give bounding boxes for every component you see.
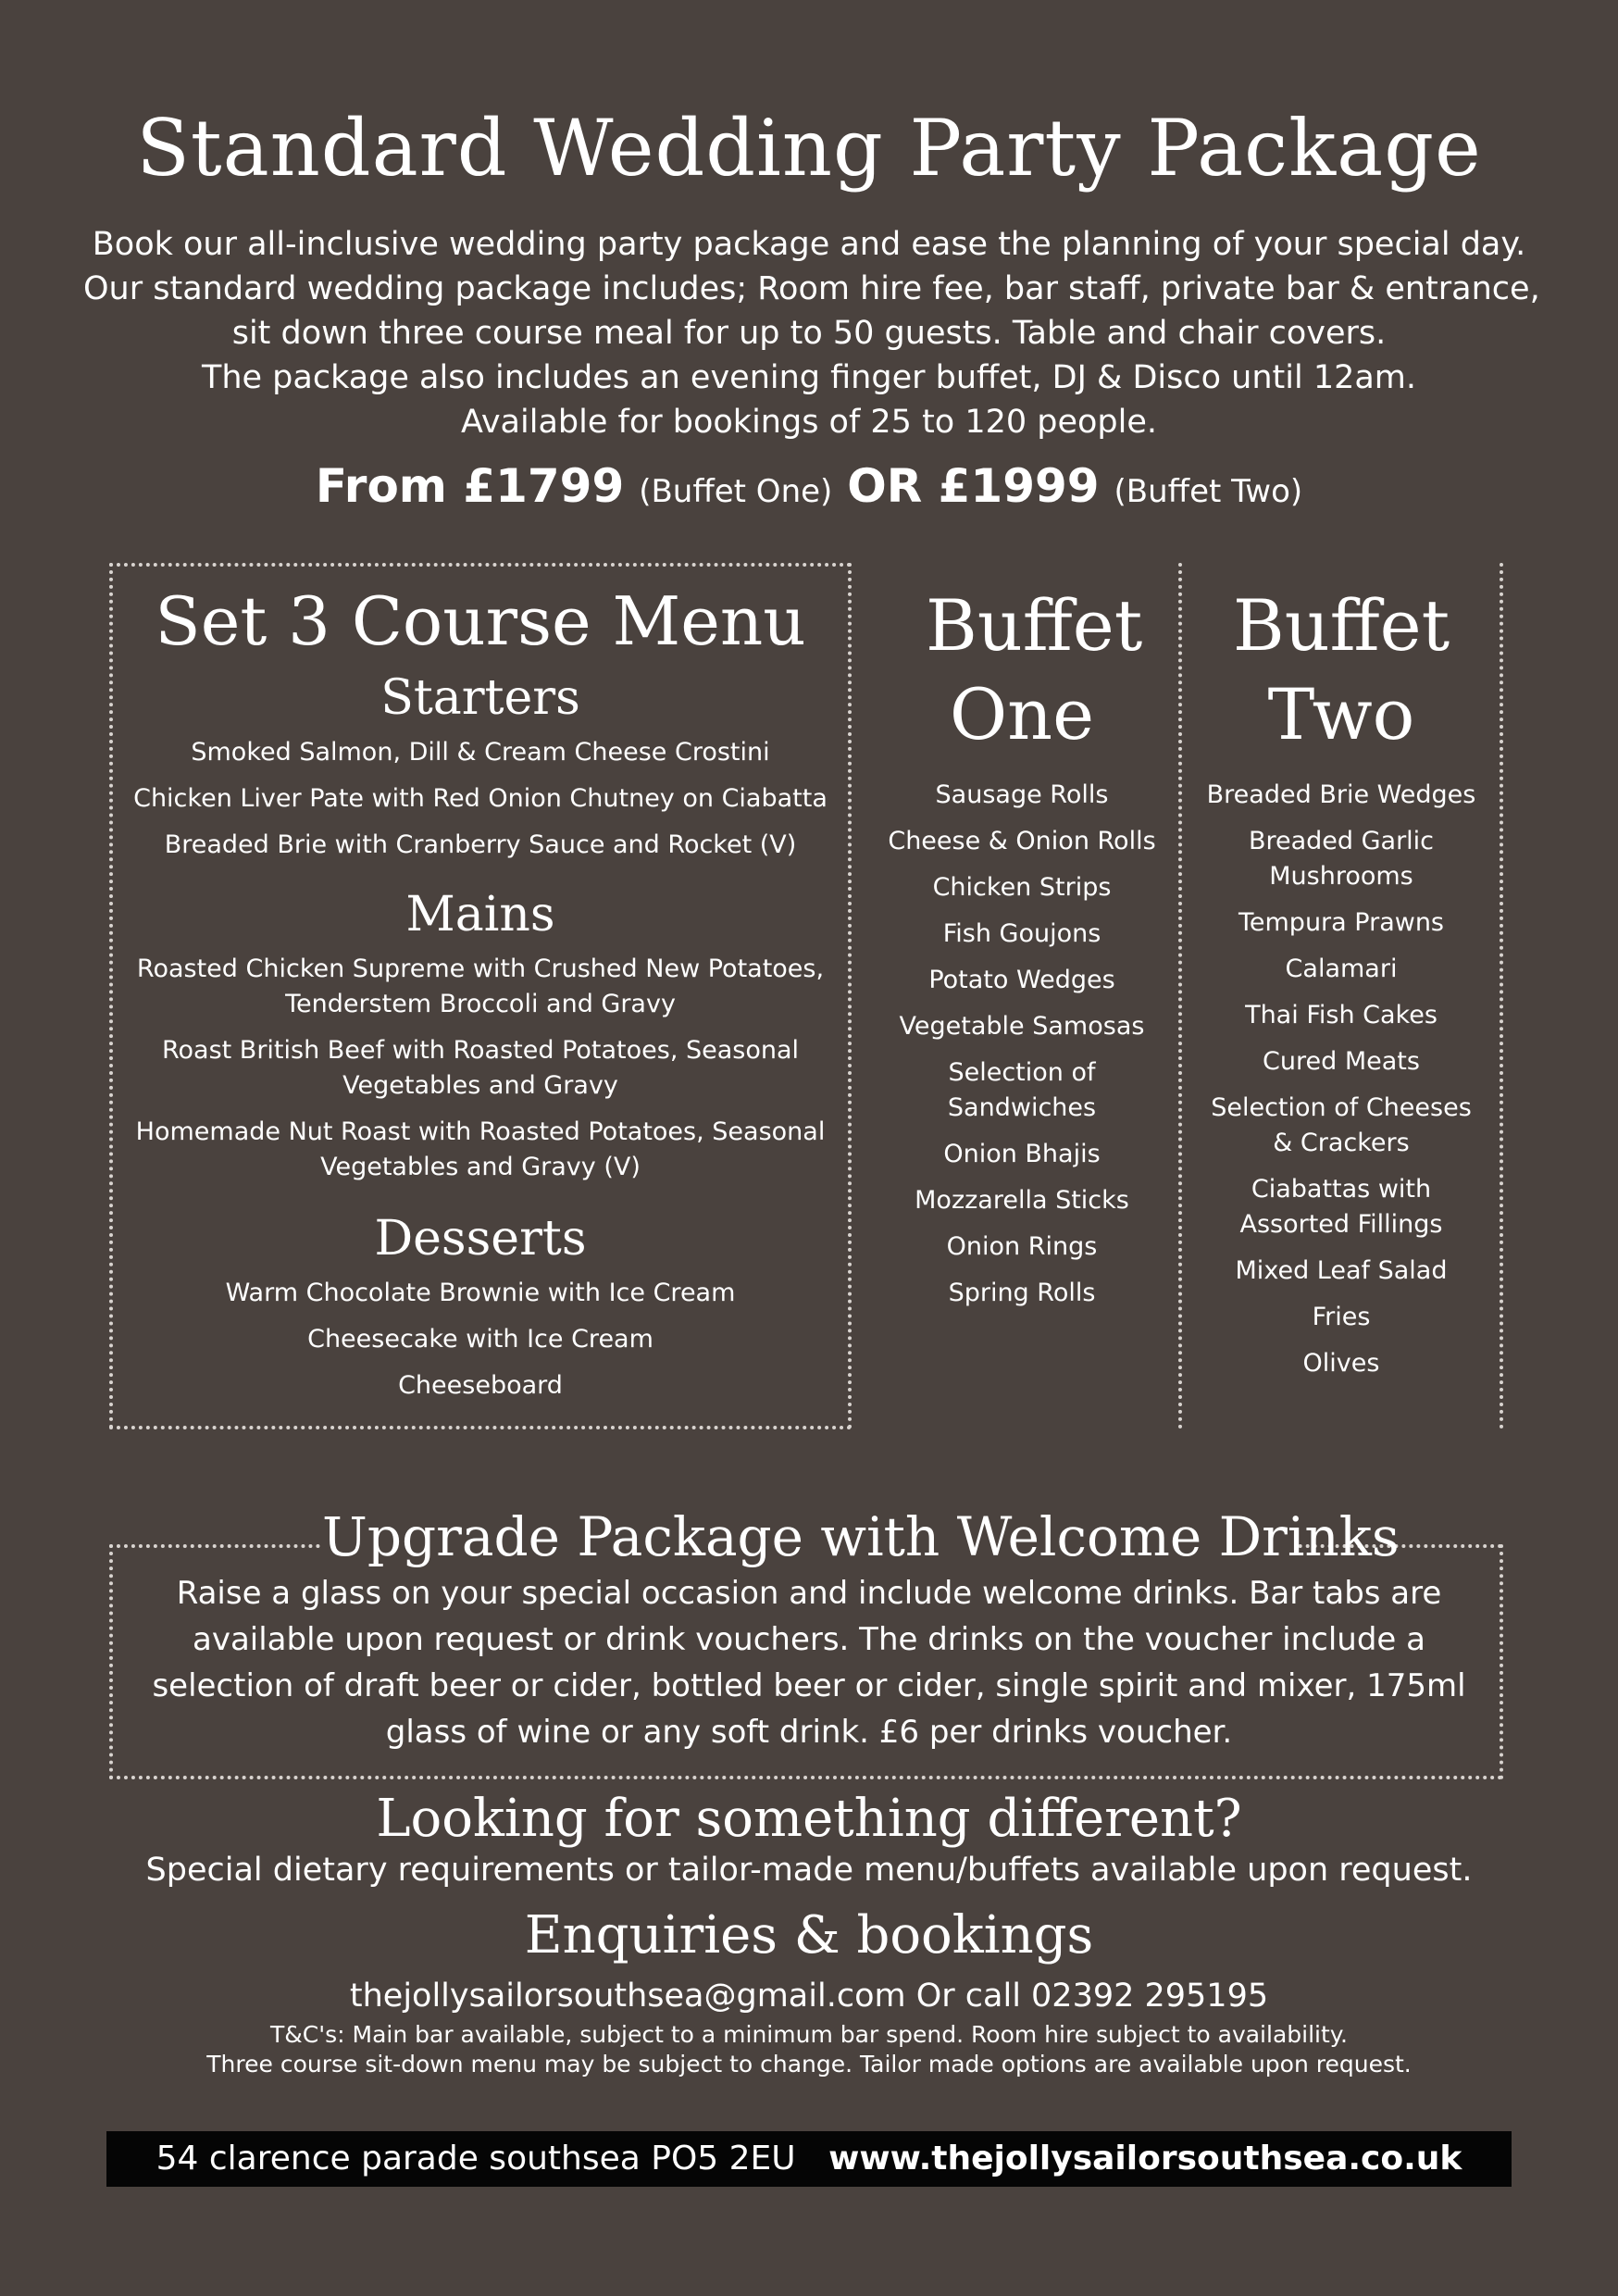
buffet-item: Thai Fish Cakes bbox=[1245, 1001, 1438, 1029]
starters-list bbox=[113, 735, 848, 874]
menu-item: Homemade Nut Roast with Roasted Potatoes, Seasonal Vegetables and Gravy (V) bbox=[135, 1117, 826, 1181]
starters-heading: Starters bbox=[380, 670, 580, 726]
buffet-two-column bbox=[1181, 563, 1501, 1429]
buffet-item: Tempura Prawns bbox=[1238, 908, 1444, 937]
tcs-line: Three course sit-down menu may be subject to change. Tailor made options are available upon request. bbox=[206, 2051, 1412, 2078]
buffet-item: Cured Meats bbox=[1263, 1047, 1420, 1076]
upgrade-title: Upgrade Package with Welcome Drinks bbox=[322, 1505, 1400, 1568]
buffet-item: Mixed Leaf Salad bbox=[1235, 1256, 1448, 1285]
upgrade-text: Raise a glass on your special occasion and include welcome drinks. Bar tabs are available upon request or drink vouchers. The drinks on the voucher include a selection of draft beer or cider, bottled beer or cider, single spirit and mixer, 175ml glass of wine or any soft drink. £6 per drinks voucher. bbox=[152, 1575, 1466, 1751]
tcs-line: T&C's: Main bar available, subject to a minimum bar spend. Room hire subject to availability. bbox=[270, 2021, 1348, 2048]
buffet-item: Vegetable Samosas bbox=[899, 1012, 1145, 1041]
buffet-item: Selection of Cheeses & Crackers bbox=[1211, 1093, 1472, 1157]
enquiries-title: Enquiries & bookings bbox=[524, 1905, 1094, 1965]
buffet-one-list bbox=[870, 778, 1174, 1322]
buffet-one-title-line: Buffet bbox=[926, 584, 1143, 667]
desserts-list bbox=[113, 1276, 848, 1415]
menu-item: Roasted Chicken Supreme with Crushed New Potatoes, Tenderstem Broccoli and Gravy bbox=[136, 955, 825, 1018]
buffet-two-title-line: Buffet bbox=[1232, 584, 1450, 667]
buffet-item: Onion Bhajis bbox=[943, 1140, 1101, 1168]
price-note-buffet-one: (Buffet One) bbox=[639, 473, 833, 510]
buffet-item: Breaded Garlic Mushrooms bbox=[1248, 827, 1435, 891]
menu-item: Warm Chocolate Brownie with Ice Cream bbox=[225, 1279, 736, 1307]
menu-item: Chicken Liver Pate with Red Onion Chutney on Ciabatta bbox=[133, 784, 828, 813]
price-line bbox=[0, 454, 1618, 524]
buffet-item: Calamari bbox=[1285, 955, 1398, 983]
menu-item: Cheesecake with Ice Cream bbox=[307, 1325, 653, 1354]
buffet-item: Selection of Sandwiches bbox=[947, 1058, 1097, 1122]
set-menu-title: Set 3 Course Menu bbox=[155, 582, 806, 660]
buffet-item: Potato Wedges bbox=[928, 966, 1115, 994]
buffet-item: Chicken Strips bbox=[932, 873, 1112, 902]
buffet-item: Breaded Brie Wedges bbox=[1206, 780, 1476, 809]
intro-line: The package also includes an evening finger buffet, DJ & Disco until 12am. bbox=[201, 359, 1417, 396]
buffet-item: Onion Rings bbox=[946, 1232, 1098, 1261]
intro-line: Available for bookings of 25 to 120 people. bbox=[460, 404, 1158, 441]
desserts-heading: Desserts bbox=[374, 1211, 587, 1267]
buffet-two-title bbox=[1181, 581, 1501, 759]
buffet-item: Spring Rolls bbox=[948, 1279, 1096, 1307]
buffet-item: Fish Goujons bbox=[942, 919, 1101, 948]
buffet-item: Fries bbox=[1312, 1303, 1371, 1331]
different-text: Special dietary requirements or tailor-made menu/buffets available upon request. bbox=[145, 1852, 1473, 1889]
buffet-one-title bbox=[926, 581, 1143, 759]
buffet-item: Sausage Rolls bbox=[935, 780, 1109, 809]
contact-line[interactable]: thejollysailorsouthsea@gmail.com Or call 02392 295195 bbox=[349, 1978, 1269, 2015]
different-title: Looking for something different? bbox=[376, 1789, 1242, 1849]
page-title: Standard Wedding Party Package bbox=[136, 103, 1482, 193]
menu-item: Breaded Brie with Cranberry Sauce and Rocket (V) bbox=[164, 830, 797, 859]
intro-line: sit down three course meal for up to 50 guests. Table and chair covers. bbox=[231, 315, 1387, 352]
price-or: OR £1999 bbox=[847, 459, 1100, 513]
footer-website-link[interactable]: www.thejollysailorsouthsea.co.uk bbox=[828, 2140, 1462, 2177]
buffet-one-column bbox=[888, 563, 1156, 1429]
footer-address: 54 clarence parade southsea PO5 2EU bbox=[156, 2140, 796, 2177]
terms-and-conditions bbox=[0, 2020, 1618, 2079]
buffet-item: Ciabattas with Assorted Fillings bbox=[1239, 1175, 1443, 1239]
buffet-one-title-line: One bbox=[949, 673, 1095, 755]
menu-item: Roast British Beef with Roasted Potatoes, Seasonal Vegetables and Gravy bbox=[161, 1036, 800, 1100]
intro-line: Book our all-inclusive wedding party package and ease the planning of your special day. bbox=[92, 226, 1526, 263]
footer-bar bbox=[106, 2131, 1512, 2187]
menu-item: Smoked Salmon, Dill & Cream Cheese Crostini bbox=[191, 738, 770, 767]
buffet-two-title-line: Two bbox=[1267, 673, 1415, 755]
price-note-buffet-two: (Buffet Two) bbox=[1114, 473, 1303, 510]
buffet-item: Mozzarella Sticks bbox=[915, 1186, 1129, 1215]
buffet-item: Cheese & Onion Rolls bbox=[888, 827, 1156, 855]
mains-heading: Mains bbox=[405, 887, 555, 942]
buffet-item: Olives bbox=[1302, 1349, 1380, 1378]
buffet-two-list bbox=[1181, 778, 1501, 1392]
price-from: From £1799 bbox=[315, 459, 625, 513]
intro-text bbox=[83, 222, 1540, 444]
set-menu-box bbox=[109, 563, 852, 1429]
mains-list bbox=[113, 952, 848, 1196]
intro-line: Our standard wedding package includes; Room hire fee, bar staff, private bar & entrance, bbox=[83, 270, 1540, 307]
menu-item: Cheeseboard bbox=[398, 1371, 563, 1400]
